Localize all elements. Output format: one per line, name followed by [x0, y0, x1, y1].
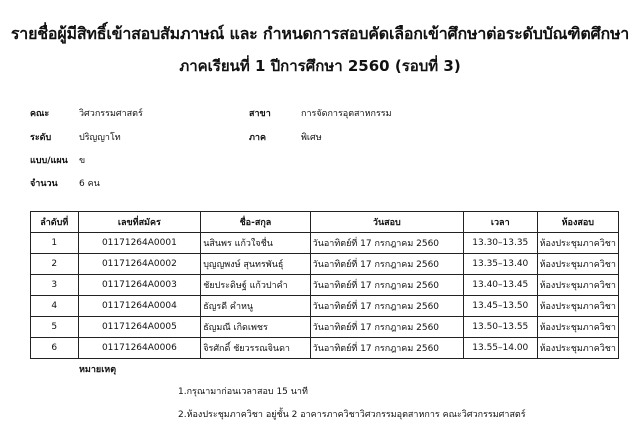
program-label: ภาค: [249, 133, 267, 143]
program-value: พิเศษ: [301, 133, 322, 143]
notes-label: หมายเหตุ: [79, 365, 117, 375]
application-number: 01171264A0004: [78, 296, 201, 317]
plan-label: แบบ/แผน: [30, 156, 68, 166]
table-row: [31, 296, 619, 317]
level-label: ระดับ: [30, 133, 52, 143]
row-number: 1: [31, 233, 79, 254]
row-number: 4: [31, 296, 79, 317]
exam-date: วันอาทิตย์ที่ 17 กรกฎาคม 2560: [310, 233, 463, 254]
exam-time: 13.50–13.55: [463, 317, 537, 338]
candidate-name: ธัญรดี คำหนู: [201, 296, 310, 317]
column-header: ชื่อ-สกุล: [201, 212, 310, 233]
plan-value: ข: [79, 156, 86, 166]
row-number: 6: [31, 338, 79, 359]
row-number: 5: [31, 317, 79, 338]
table-row: [31, 317, 619, 338]
candidate-name: ชัยประดิษฐ์ แก้วปาคำ: [201, 275, 310, 296]
document-title: รายชื่อผู้มีสิทธิ์เข้าสอบสัมภาษณ์ และ กำหนดการสอบคัดเลือกเข้าศึกษาต่อระดับบัณฑิตศึกษา: [10, 24, 630, 43]
exam-date: วันอาทิตย์ที่ 17 กรกฎาคม 2560: [310, 296, 463, 317]
exam-room: ห้องประชุมภาควิชา: [537, 317, 618, 338]
application-number: 01171264A0005: [78, 317, 201, 338]
column-header: เลขที่สมัคร: [78, 212, 201, 233]
exam-room: ห้องประชุมภาควิชา: [537, 254, 618, 275]
note-item: 1.กรุณามาก่อนเวลาสอบ 15 นาที: [178, 387, 308, 397]
application-number: 01171264A0006: [78, 338, 201, 359]
exam-date: วันอาทิตย์ที่ 17 กรกฎาคม 2560: [310, 317, 463, 338]
candidate-table: [30, 211, 619, 359]
candidate-name: ธัญมณี เกิดเพชร: [201, 317, 310, 338]
count-label: จำนวน: [30, 179, 58, 189]
exam-room: ห้องประชุมภาควิชา: [537, 338, 618, 359]
exam-room: ห้องประชุมภาควิชา: [537, 275, 618, 296]
faculty-label: คณะ: [30, 109, 50, 119]
exam-date: วันอาทิตย์ที่ 17 กรกฎาคม 2560: [310, 275, 463, 296]
application-number: 01171264A0001: [78, 233, 201, 254]
exam-time: 13.35–13.40: [463, 254, 537, 275]
table-row: [31, 275, 619, 296]
column-header: ห้องสอบ: [537, 212, 618, 233]
count-value: 6 คน: [79, 179, 100, 189]
exam-room: ห้องประชุมภาควิชา: [537, 296, 618, 317]
major-value: การจัดการอุตสาหกรรม: [301, 109, 392, 119]
column-header: เวลา: [463, 212, 537, 233]
application-number: 01171264A0002: [78, 254, 201, 275]
candidate-name: บุญญพงษ์ สุนทรพันธุ์: [201, 254, 310, 275]
application-number: 01171264A0003: [78, 275, 201, 296]
exam-time: 13.40–13.45: [463, 275, 537, 296]
faculty-value: วิศวกรรมศาสตร์: [79, 109, 143, 119]
document-subtitle: ภาคเรียนที่ 1 ปีการศึกษา 2560 (รอบที่ 3): [179, 57, 461, 75]
exam-date: วันอาทิตย์ที่ 17 กรกฎาคม 2560: [310, 254, 463, 275]
candidate-name: นสินพร แก้วใจชื่น: [201, 233, 310, 254]
level-value: ปริญญาโท: [79, 133, 121, 143]
exam-time: 13.55–14.00: [463, 338, 537, 359]
column-header: วันสอบ: [310, 212, 463, 233]
table-row: [31, 338, 619, 359]
table-header-row: [31, 212, 619, 233]
note-item: 2.ห้องประชุมภาควิชา อยู่ชั้น 2 อาคารภาควิชาวิศวกรรมอุตสาหการ คณะวิศวกรรมศาสตร์: [178, 410, 526, 420]
row-number: 2: [31, 254, 79, 275]
exam-time: 13.30–13.35: [463, 233, 537, 254]
candidate-name: จิรศักดิ์ ชัยวรรณจินดา: [201, 338, 310, 359]
table-row: [31, 233, 619, 254]
major-label: สาขา: [249, 109, 271, 119]
exam-date: วันอาทิตย์ที่ 17 กรกฎาคม 2560: [310, 338, 463, 359]
exam-time: 13.45–13.50: [463, 296, 537, 317]
table-row: [31, 254, 619, 275]
exam-room: ห้องประชุมภาควิชา: [537, 233, 618, 254]
column-header: ลำดับที่: [31, 212, 79, 233]
row-number: 3: [31, 275, 79, 296]
